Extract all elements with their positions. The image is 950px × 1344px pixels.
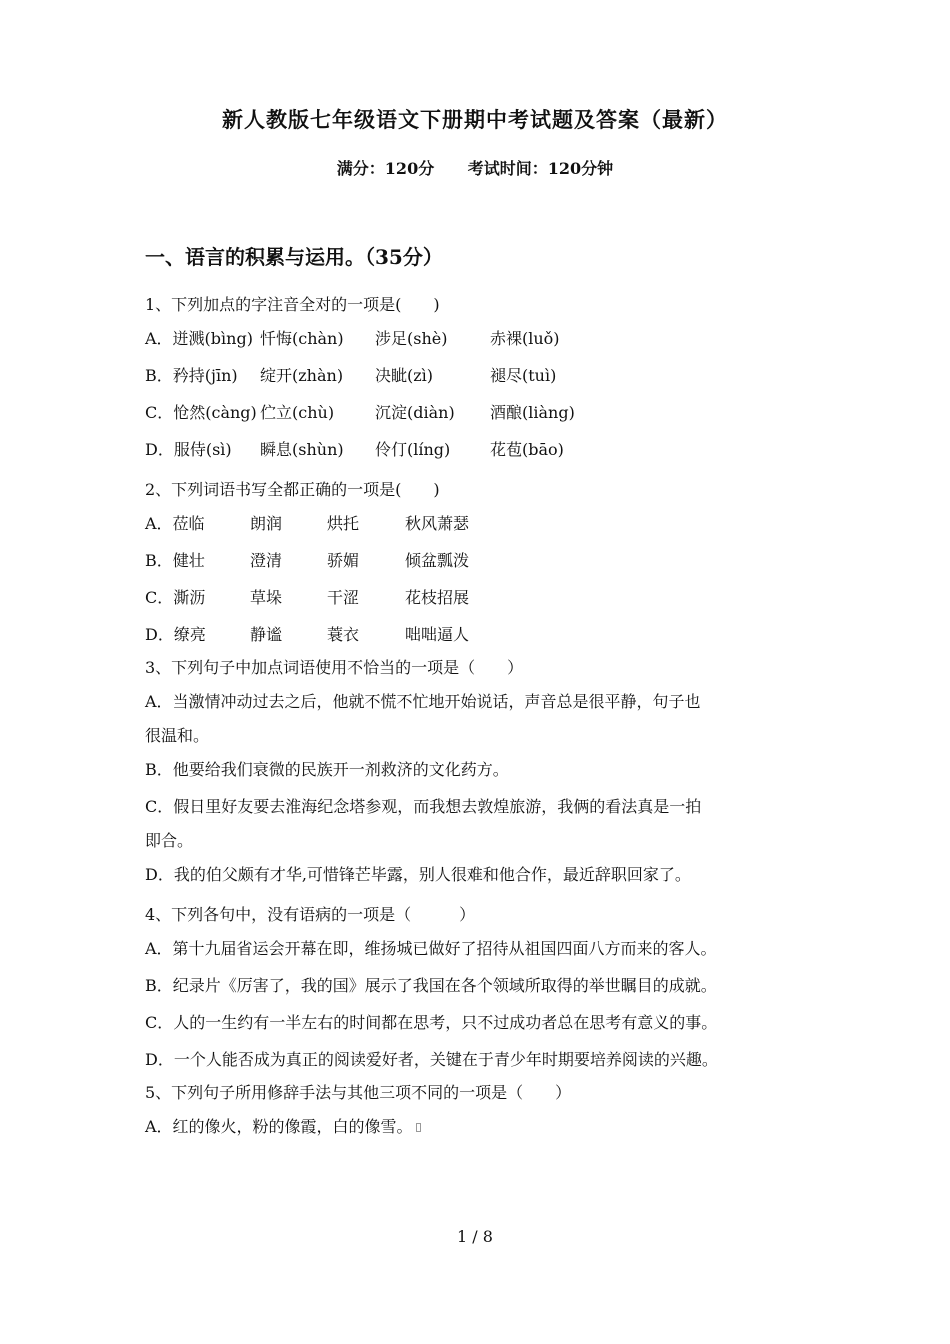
question-4-option-c: C．人的一生约有一半左右的时间都在思考，只不过成功者总在思考有意义的事。 [145,1013,718,1032]
question-3-option-c-line1: C．假日里好友要去淮海纪念塔参观，而我想去敦煌旅游，我俩的看法真是一拍 [145,797,702,816]
question-2-option-cell: D．缭亮 [145,625,206,644]
question-1-option-cell: 赤裸(luǒ) [490,329,560,348]
question-1-option-cell: 伶仃(líng) [375,440,451,459]
question-1-option-cell: 褪尽(tuì) [490,366,557,385]
question-1-option-cell: 决眦(zì) [375,366,434,385]
question-3-option-d: D．我的伯父颇有才华,可惜锋芒毕露，别人很难和他合作，最近辞职回家了。 [145,865,691,884]
question-4-option-b: B．纪录片《厉害了，我的国》展示了我国在各个领域所取得的举世瞩目的成就。 [145,976,717,995]
question-3-option-a-line2: 很温和。 [145,726,210,745]
question-2-option-row [145,505,825,542]
question-2-option-cell: B．健壮 [145,551,205,570]
question-1-option-row [145,394,825,431]
question-1-option-cell: C．怆然(càng) [145,403,257,422]
question-2-option-row [145,616,825,653]
question-2-option-cell: 干涩 [327,588,360,607]
question-1-option-row [145,357,825,394]
question-1-option-cell: D．服侍(sì) [145,440,232,459]
question-5-option-a [145,1108,825,1145]
question-2-option-cell: 蓑衣 [327,625,360,644]
question-1-option-cell: 忏悔(chàn) [260,329,344,348]
question-2-option-row [145,579,825,616]
question-1-options [145,320,825,468]
question-3-option-c-line2: 即合。 [145,831,194,850]
question-5-stem: 5、下列句子所用修辞手法与其他三项不同的一项是（ ） [145,1083,572,1102]
question-1-option-cell: 涉足(shè) [375,329,448,348]
question-2-option-cell: 倾盆瓢泼 [405,551,470,570]
question-4-option-a: A．第十九届省运会开幕在即，维扬城已做好了招待从祖国四面八方而来的客人。 [145,939,717,958]
question-1-option-cell: 花苞(bāo) [490,440,564,459]
question-1-option-cell: 沉淀(diàn) [375,403,455,422]
exam-info [0,156,950,179]
question-1-option-cell: 绽开(zhàn) [260,366,344,385]
question-2-option-cell: 澄清 [250,551,283,570]
question-4-stem: 4、下列各句中，没有语病的一项是（ ） [145,905,476,924]
question-4-option-d: D．一个人能否成为真正的阅读爱好者，关键在于青少年时期要培养阅读的兴趣。 [145,1050,718,1069]
question-2-option-cell: 花枝招展 [405,588,470,607]
question-1-option-cell: 伫立(chù) [260,403,335,422]
page-title: 新人教版七年级语文下册期中考试题及答案（最新） [222,107,728,132]
question-3-option-a-line1: A．当激情冲动过去之后，他就不慌不忙地开始说话，声音总是很平静，句子也 [145,692,701,711]
question-2-option-cell: A．莅临 [145,514,205,533]
question-2-option-cell: 静谧 [250,625,283,644]
exam-time: 考试时间：120分钟 [467,159,614,178]
question-2-option-cell: 草垛 [250,588,283,607]
question-2-option-cell: C．澌沥 [145,588,206,607]
question-2-option-cell: 咄咄逼人 [405,625,470,644]
question-2-option-cell: 朗润 [250,514,283,533]
question-2-option-row [145,542,825,579]
paragraph-mark-icon [416,1123,421,1132]
question-1-option-cell: 酒酿(liàng) [490,403,575,422]
question-1-option-row [145,320,825,357]
full-score: 满分：120分 [336,159,435,178]
question-list [145,290,825,1145]
question-3-option-b: B．他要给我们衰微的民族开一剂救济的文化药方。 [145,760,509,779]
question-2-option-cell: 秋风萧瑟 [405,514,470,533]
question-1-option-cell: 瞬息(shùn) [260,440,344,459]
page-number: 1 / 8 [457,1227,493,1246]
question-2-stem: 2、下列词语书写全都正确的一项是( ) [145,480,440,499]
question-2-option-cell: 骄媚 [327,551,360,570]
question-2-option-cell: 烘托 [327,514,360,533]
question-1-stem: 1、下列加点的字注音全对的一项是( ) [145,295,440,314]
question-2-options [145,505,825,653]
question-1-option-row [145,431,825,468]
question-5-option-a-text: A．红的像火，粉的像霞，白的像雪。 [145,1117,413,1136]
question-3-stem: 3、下列句子中加点词语使用不恰当的一项是（ ） [145,658,524,677]
section-heading: 一、语言的积累与运用。（35分） [145,245,443,269]
question-1-option-cell: B．矜持(jīn) [145,366,238,385]
question-1-option-cell: A．迸溅(bìng) [145,329,253,348]
